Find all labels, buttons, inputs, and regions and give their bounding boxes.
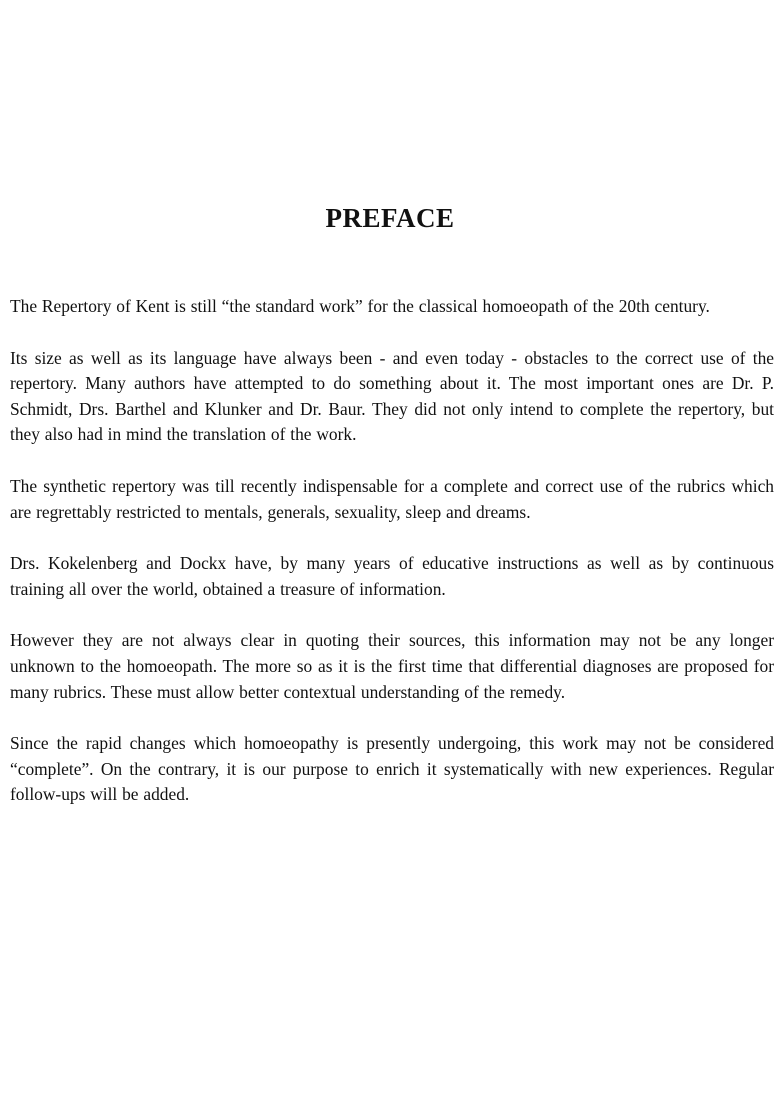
paragraph-6: Since the rapid changes which homoeopathy is presently undergoing, this work may not be considered “complete”. On the contrary, it is our purpose to enrich it systematically with new experiences. Regular follow-ups will be added.: [10, 733, 774, 805]
preface-body: [10, 294, 774, 834]
paragraph-1: The Repertory of Kent is still “the standard work” for the classical homoeopath of the 20th century.: [10, 296, 710, 316]
paragraph-5: However they are not always clear in quoting their sources, this information may not be any longer unknown to the homoeopath. The more so as it is the first time that differential diagnoses are proposed for many rubrics. These must allow better contextual understanding of the remedy.: [10, 630, 774, 702]
paragraph-4: Drs. Kokelenberg and Dockx have, by many years of educative instructions as well as by continuous training all over the world, obtained a treasure of information.: [10, 553, 774, 599]
paragraph-2: Its size as well as its language have always been - and even today - obstacles to the correct use of the repertory. Many authors have attempted to do something about it. The most important ones are Dr. P. Schmidt, Drs. Barthel and Klunker and Dr. Baur. They did not only intend to complete the repertory, but they also had in mind the translation of the work.: [10, 347, 774, 445]
paragraph-3: The synthetic repertory was till recently indispensable for a complete and correct use of the rubrics which are regrettably restricted to mentals, generals, sexuality, sleep and dreams.: [10, 475, 774, 522]
page-title: PREFACE: [325, 203, 455, 233]
